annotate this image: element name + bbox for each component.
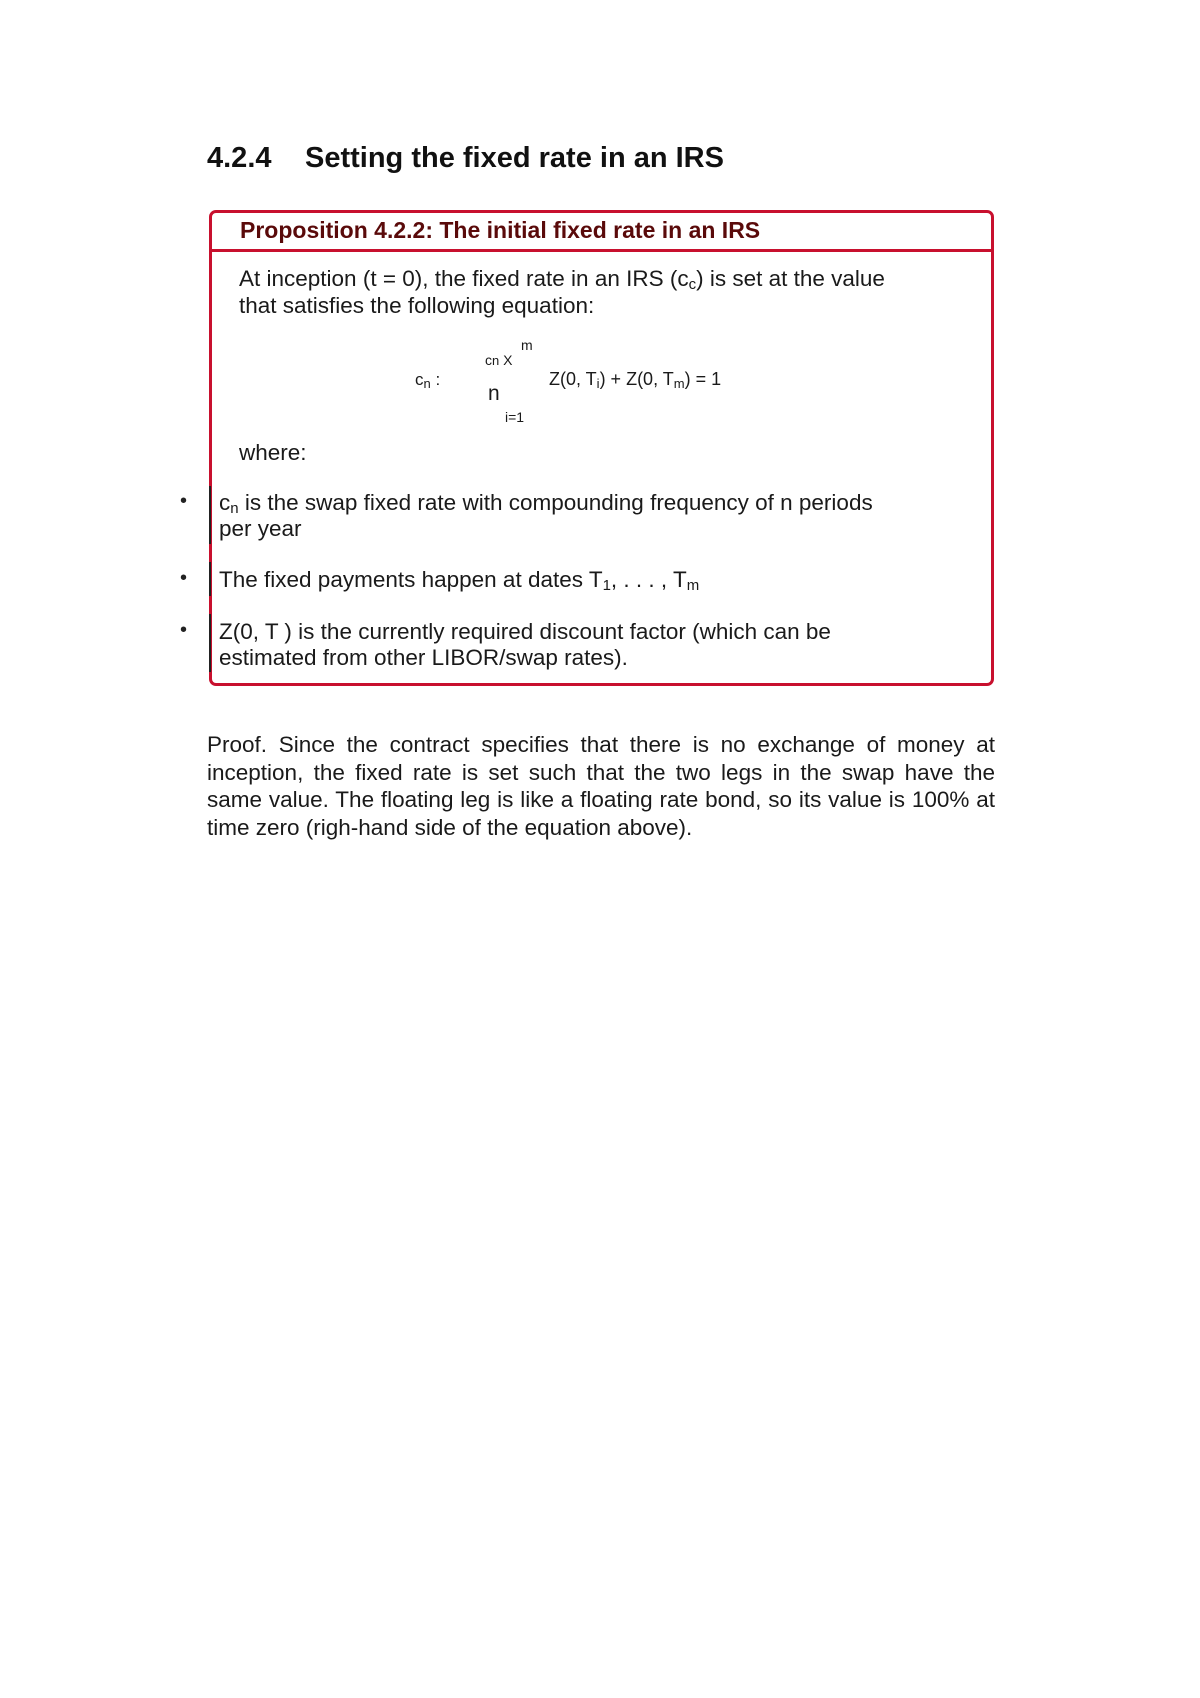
bullet-3-line2: estimated from other LIBOR/swap rates). (219, 645, 628, 670)
proof-paragraph: Proof. Since the contract specifies that there is no exchange of money at inception, the fixed rate is set such that the two legs in the swap have the same value. The floating leg is like a floating rate bond, so its value is 100% at time zero (righ-hand side of the equation above). (207, 732, 995, 840)
proposition-intro-line1: At inception (t = 0), the fixed rate in an IRS $(c_c)$ is set at the value (239, 266, 885, 293)
proposition-title-bar (212, 213, 991, 252)
section-title: Setting the fixed rate in an IRS (305, 142, 724, 174)
equation-rhs: Z(0, $T_i) + Z(0$, $T_m) = 1$ (549, 369, 722, 391)
equation-coef: cn X (485, 352, 513, 368)
equation-sum-upper: m (521, 337, 533, 353)
equation-sum-lower: i=1 (505, 409, 525, 425)
bullet-1-line2: per year (219, 516, 302, 541)
bullet-divider (209, 614, 211, 672)
bullet-divider (209, 562, 211, 596)
bullet-marker: • (180, 567, 188, 589)
bullet-marker: • (180, 490, 188, 512)
bullet-3-line1: Z(0, T ) is the currently required discount factor (which can be (219, 619, 831, 644)
section-number: 4.2.4 (207, 142, 272, 174)
bullet-marker: • (180, 619, 188, 641)
equation-n: n (488, 382, 500, 405)
bullet-divider (209, 486, 211, 544)
proposition-title: Proposition 4.2.2: The initial fixed rate in an IRS (240, 217, 761, 243)
where-label: where: (239, 440, 307, 465)
section-heading (207, 142, 724, 175)
equation-lhs: $c_n$ : (415, 370, 441, 391)
bullet-1-line1: $c_n$ is the swap fixed rate with compounding frequency of n periods (219, 490, 873, 517)
proposition-intro-line2: that satisfies the following equation: (239, 293, 595, 318)
bullet-2-text: The fixed payments happen at dates $T_1$, . . . , $T_m$ (219, 567, 700, 594)
